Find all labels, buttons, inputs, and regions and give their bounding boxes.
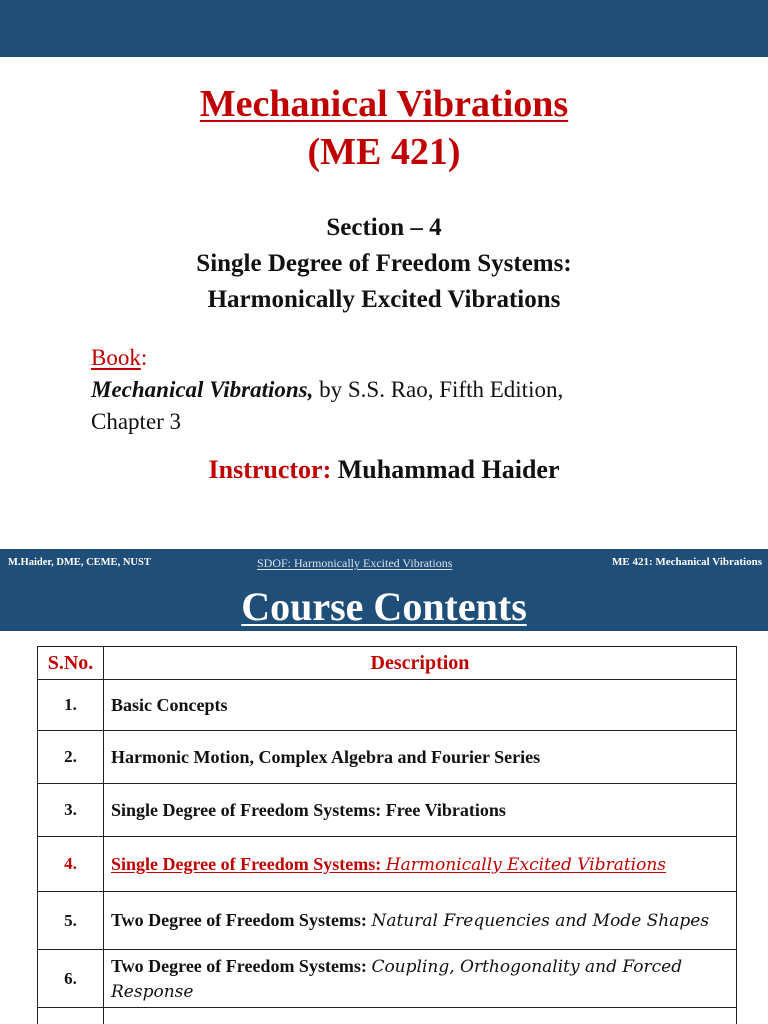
row-main: Single Degree of Freedom Systems: xyxy=(111,853,386,874)
row-sno: 6. xyxy=(38,950,104,1008)
table-row-partial xyxy=(38,1008,737,1024)
header-description: Description xyxy=(104,647,737,680)
row-description xyxy=(104,680,737,731)
row-description xyxy=(104,892,737,950)
row-main: Two Degree of Freedom Systems: xyxy=(111,910,372,930)
instructor-label: Instructor: xyxy=(208,455,332,484)
row-description xyxy=(104,784,737,837)
footer-topic: SDOF: Harmonically Excited Vibrations xyxy=(257,556,453,570)
course-title-line1: Mechanical Vibrations xyxy=(199,83,569,125)
top-header-bar xyxy=(0,0,768,57)
row-description xyxy=(104,837,737,892)
footer-author: M.Haider, DME, CEME, NUST xyxy=(8,557,151,568)
instructor-line xyxy=(0,452,768,488)
row-main: Single Degree of Freedom Systems: Free Vibrations xyxy=(111,800,506,820)
row-sno: 3. xyxy=(38,784,104,837)
book-chapter: Chapter 3 xyxy=(91,409,182,434)
course-contents-title-text: Course Contents xyxy=(241,584,527,629)
book-colon: : xyxy=(140,345,148,370)
row-sno-empty xyxy=(38,1008,104,1024)
row-main: Basic Concepts xyxy=(111,695,228,715)
table-header-row xyxy=(38,647,737,680)
table-row xyxy=(38,950,737,1008)
header-sno: S.No. xyxy=(38,647,104,680)
row-sub: Coupling, Orthogonality and Forced Response xyxy=(111,956,683,1002)
table-row xyxy=(38,680,737,731)
row-main: Harmonic Motion, Complex Algebra and Fourier Series xyxy=(111,747,541,767)
row-sub: Harmonically Excited Vibrations xyxy=(385,854,667,875)
table-row xyxy=(38,784,737,837)
row-description xyxy=(104,950,737,1008)
row-description xyxy=(104,731,737,784)
course-contents-slide xyxy=(0,549,768,1024)
course-contents-title xyxy=(0,582,768,632)
table-row xyxy=(38,731,737,784)
row-sno: 4. xyxy=(38,837,104,892)
book-title: Mechanical Vibrations, xyxy=(91,377,314,402)
row-sub: Natural Frequencies and Mode Shapes xyxy=(371,911,710,931)
book-reference xyxy=(91,342,731,438)
table-row xyxy=(38,892,737,950)
section-title-line1: Single Degree of Freedom Systems: xyxy=(196,250,572,277)
row-sno: 2. xyxy=(38,731,104,784)
section-heading xyxy=(0,210,768,318)
contents-table xyxy=(37,646,737,1024)
row-sno: 1. xyxy=(38,680,104,731)
section-title-line2: Harmonically Excited Vibrations xyxy=(207,286,561,313)
course-code: (ME 421) xyxy=(307,131,461,173)
section-number: Section – 4 xyxy=(326,214,442,241)
footer-course: ME 421: Mechanical Vibrations xyxy=(611,556,762,568)
row-main: Two Degree of Freedom Systems: xyxy=(111,955,372,976)
course-title xyxy=(0,80,768,176)
table-row-current xyxy=(38,837,737,892)
instructor-name: Muhammad Haider xyxy=(331,455,560,484)
book-label: Book xyxy=(91,345,141,370)
book-author-edition: by S.S. Rao, Fifth Edition, xyxy=(313,377,564,402)
row-description-empty xyxy=(104,1008,737,1024)
header-band xyxy=(0,549,768,631)
row-sno: 5. xyxy=(38,892,104,950)
